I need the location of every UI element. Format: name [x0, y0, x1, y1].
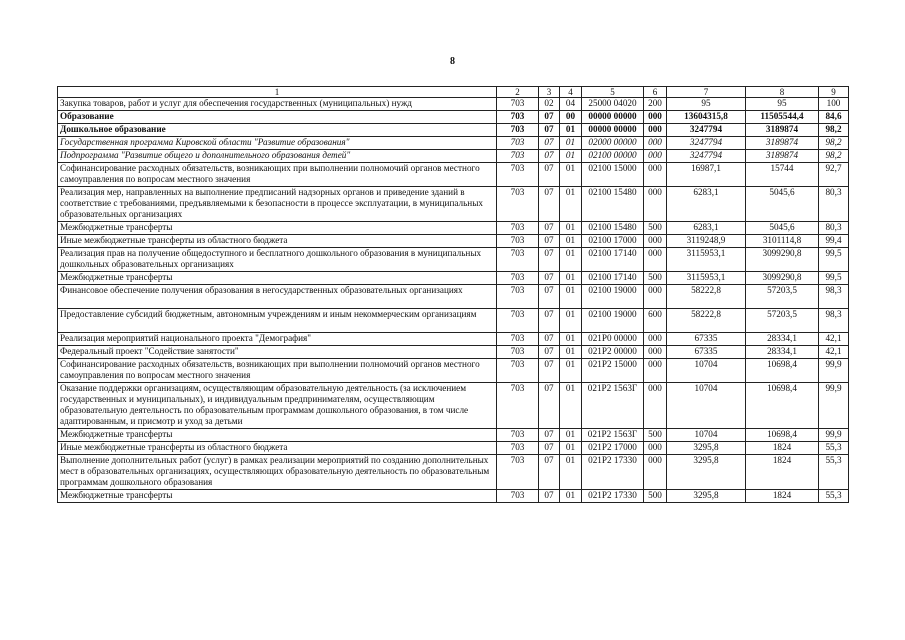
cell-col-9: 55,3 — [819, 455, 849, 490]
cell-col-3: 07 — [539, 137, 560, 150]
cell-col-8: 10698,4 — [746, 359, 819, 383]
cell-col-3: 07 — [539, 442, 560, 455]
cell-col-4: 01 — [560, 442, 582, 455]
cell-col-3: 07 — [539, 150, 560, 163]
cell-col-4: 01 — [560, 309, 582, 333]
cell-col-6: 000 — [644, 455, 667, 490]
cell-col-7: 58222,8 — [667, 309, 746, 333]
cell-col-5: 02000 00000 — [582, 137, 644, 150]
cell-col-5: 021P2 17000 — [582, 442, 644, 455]
table-row — [58, 187, 849, 222]
cell-col-2: 703 — [497, 163, 539, 187]
cell-col-4: 01 — [560, 359, 582, 383]
column-number: 2 — [497, 87, 539, 98]
cell-col-9: 55,3 — [819, 490, 849, 503]
cell-col-2: 703 — [497, 150, 539, 163]
cell-col-8: 57203,5 — [746, 285, 819, 309]
cell-col-8: 3099290,8 — [746, 272, 819, 285]
cell-col-4: 04 — [560, 98, 582, 111]
cell-col-9: 99,9 — [819, 359, 849, 383]
row-label: Реализация мероприятий национального проекта "Демография" — [58, 333, 497, 346]
cell-col-3: 07 — [539, 235, 560, 248]
cell-col-7: 58222,8 — [667, 285, 746, 309]
cell-col-8: 5045,6 — [746, 187, 819, 222]
cell-col-9: 99,4 — [819, 235, 849, 248]
column-number: 8 — [746, 87, 819, 98]
cell-col-2: 703 — [497, 98, 539, 111]
cell-col-8: 1824 — [746, 442, 819, 455]
row-label: Финансовое обеспечение получения образования в негосударственных образовательных организациях — [58, 285, 497, 309]
cell-col-7: 10704 — [667, 429, 746, 442]
cell-col-8: 3189874 — [746, 150, 819, 163]
cell-col-3: 07 — [539, 333, 560, 346]
cell-col-4: 01 — [560, 272, 582, 285]
cell-col-6: 000 — [644, 359, 667, 383]
cell-col-6: 000 — [644, 137, 667, 150]
table-row — [58, 150, 849, 163]
cell-col-9: 98,3 — [819, 285, 849, 309]
cell-col-5: 021P2 1563Г — [582, 383, 644, 429]
cell-col-6: 000 — [644, 248, 667, 272]
column-number-row — [58, 87, 849, 98]
table-row — [58, 137, 849, 150]
table-row — [58, 222, 849, 235]
cell-col-8: 3099290,8 — [746, 248, 819, 272]
cell-col-4: 01 — [560, 235, 582, 248]
cell-col-7: 3119248,9 — [667, 235, 746, 248]
row-label: Оказание поддержки организациям, осуществляющим образовательную деятельность (за исключением государственных и муниципальных), и индивидуальным предпринимателям, осуществляющим образовательную деятельность по образовательным программам дошкольного образования, в том числе адаптированным, и присмотр и уход за детьми — [58, 383, 497, 429]
column-number: 5 — [582, 87, 644, 98]
cell-col-9: 99,9 — [819, 429, 849, 442]
cell-col-8: 28334,1 — [746, 346, 819, 359]
cell-col-6: 000 — [644, 442, 667, 455]
cell-col-8: 28334,1 — [746, 333, 819, 346]
cell-col-4: 01 — [560, 248, 582, 272]
cell-col-2: 703 — [497, 222, 539, 235]
cell-col-7: 10704 — [667, 359, 746, 383]
cell-col-7: 3295,8 — [667, 442, 746, 455]
cell-col-2: 703 — [497, 285, 539, 309]
row-label: Иные межбюджетные трансферты из областного бюджета — [58, 442, 497, 455]
cell-col-5: 021P2 1563Г — [582, 429, 644, 442]
cell-col-7: 3247794 — [667, 124, 746, 137]
cell-col-5: 25000 04020 — [582, 98, 644, 111]
cell-col-9: 99,5 — [819, 272, 849, 285]
cell-col-4: 01 — [560, 490, 582, 503]
cell-col-8: 3101114,8 — [746, 235, 819, 248]
cell-col-7: 10704 — [667, 383, 746, 429]
cell-col-5: 021P2 17330 — [582, 455, 644, 490]
table-row — [58, 333, 849, 346]
cell-col-2: 703 — [497, 248, 539, 272]
cell-col-5: 02100 00000 — [582, 150, 644, 163]
row-label: Межбюджетные трансферты — [58, 490, 497, 503]
row-label: Иные межбюджетные трансферты из областного бюджета — [58, 235, 497, 248]
cell-col-4: 01 — [560, 455, 582, 490]
column-number: 4 — [560, 87, 582, 98]
cell-col-7: 16987,1 — [667, 163, 746, 187]
table-row — [58, 359, 849, 383]
cell-col-2: 703 — [497, 490, 539, 503]
cell-col-2: 703 — [497, 137, 539, 150]
row-label: Выполнение дополнительных работ (услуг) в рамках реализации мероприятий по созданию дополнительных мест в образовательных организациях, осуществляющих образовательную деятельность по образовательным программам дошкольного образования — [58, 455, 497, 490]
cell-col-4: 00 — [560, 111, 582, 124]
cell-col-6: 000 — [644, 285, 667, 309]
table-row — [58, 442, 849, 455]
cell-col-3: 07 — [539, 248, 560, 272]
table-row — [58, 111, 849, 124]
cell-col-5: 02100 19000 — [582, 285, 644, 309]
row-label: Образование — [58, 111, 497, 124]
cell-col-7: 3295,8 — [667, 455, 746, 490]
cell-col-8: 5045,6 — [746, 222, 819, 235]
cell-col-2: 703 — [497, 359, 539, 383]
cell-col-5: 021P0 00000 — [582, 333, 644, 346]
row-label: Дошкольное образование — [58, 124, 497, 137]
table-row — [58, 98, 849, 111]
row-label: Предоставление субсидий бюджетным, автономным учреждениям и иным некоммерческим организациям — [58, 309, 497, 333]
cell-col-2: 703 — [497, 333, 539, 346]
cell-col-5: 021P2 17330 — [582, 490, 644, 503]
cell-col-8: 3189874 — [746, 124, 819, 137]
cell-col-6: 600 — [644, 309, 667, 333]
cell-col-6: 500 — [644, 490, 667, 503]
column-number: 6 — [644, 87, 667, 98]
cell-col-8: 15744 — [746, 163, 819, 187]
cell-col-7: 3295,8 — [667, 490, 746, 503]
cell-col-5: 02100 17140 — [582, 248, 644, 272]
page-number: 8 — [450, 56, 455, 67]
cell-col-6: 000 — [644, 187, 667, 222]
table-row — [58, 163, 849, 187]
cell-col-7: 67335 — [667, 346, 746, 359]
cell-col-8: 95 — [746, 98, 819, 111]
cell-col-6: 000 — [644, 235, 667, 248]
cell-col-8: 11505544,4 — [746, 111, 819, 124]
table-row — [58, 285, 849, 309]
cell-col-5: 02100 17140 — [582, 272, 644, 285]
cell-col-4: 01 — [560, 383, 582, 429]
cell-col-5: 021P2 15000 — [582, 359, 644, 383]
cell-col-9: 99,9 — [819, 383, 849, 429]
cell-col-3: 07 — [539, 455, 560, 490]
cell-col-3: 02 — [539, 98, 560, 111]
cell-col-4: 01 — [560, 187, 582, 222]
cell-col-6: 000 — [644, 333, 667, 346]
cell-col-9: 98,2 — [819, 137, 849, 150]
row-label: Межбюджетные трансферты — [58, 222, 497, 235]
table-row — [58, 383, 849, 429]
cell-col-5: 00000 00000 — [582, 124, 644, 137]
row-label: Закупка товаров, работ и услуг для обеспечения государственных (муниципальных) нужд — [58, 98, 497, 111]
cell-col-3: 07 — [539, 124, 560, 137]
cell-col-9: 100 — [819, 98, 849, 111]
cell-col-7: 3247794 — [667, 137, 746, 150]
cell-col-2: 703 — [497, 124, 539, 137]
cell-col-7: 3115953,1 — [667, 248, 746, 272]
table-row — [58, 248, 849, 272]
cell-col-2: 703 — [497, 272, 539, 285]
cell-col-7: 3115953,1 — [667, 272, 746, 285]
cell-col-8: 3189874 — [746, 137, 819, 150]
cell-col-4: 01 — [560, 222, 582, 235]
cell-col-5: 02100 15000 — [582, 163, 644, 187]
row-label: Межбюджетные трансферты — [58, 429, 497, 442]
cell-col-9: 42,1 — [819, 333, 849, 346]
column-number: 3 — [539, 87, 560, 98]
cell-col-9: 98,2 — [819, 150, 849, 163]
cell-col-3: 07 — [539, 346, 560, 359]
cell-col-2: 703 — [497, 187, 539, 222]
budget-table — [57, 86, 849, 503]
cell-col-2: 703 — [497, 455, 539, 490]
row-label: Софинансирование расходных обязательств, возникающих при выполнении полномочий органов местного самоуправления по вопросам местного значения — [58, 163, 497, 187]
cell-col-3: 07 — [539, 111, 560, 124]
cell-col-6: 200 — [644, 98, 667, 111]
cell-col-5: 00000 00000 — [582, 111, 644, 124]
cell-col-6: 000 — [644, 150, 667, 163]
cell-col-2: 703 — [497, 309, 539, 333]
cell-col-9: 98,3 — [819, 309, 849, 333]
row-label: Реализация прав на получение общедоступного и бесплатного дошкольного образования в муниципальных дошкольных образовательных организациях — [58, 248, 497, 272]
table-row — [58, 124, 849, 137]
cell-col-8: 1824 — [746, 455, 819, 490]
cell-col-3: 07 — [539, 272, 560, 285]
cell-col-4: 01 — [560, 137, 582, 150]
column-number: 9 — [819, 87, 849, 98]
cell-col-9: 80,3 — [819, 222, 849, 235]
table-row — [58, 490, 849, 503]
cell-col-5: 021P2 00000 — [582, 346, 644, 359]
table-row — [58, 455, 849, 490]
table-row — [58, 429, 849, 442]
cell-col-6: 000 — [644, 383, 667, 429]
cell-col-6: 000 — [644, 124, 667, 137]
cell-col-2: 703 — [497, 235, 539, 248]
cell-col-3: 07 — [539, 309, 560, 333]
cell-col-6: 000 — [644, 346, 667, 359]
cell-col-5: 02100 15480 — [582, 222, 644, 235]
cell-col-4: 01 — [560, 429, 582, 442]
row-label: Софинансирование расходных обязательств, возникающих при выполнении полномочий органов местного самоуправления по вопросам местного значения — [58, 359, 497, 383]
cell-col-7: 6283,1 — [667, 187, 746, 222]
cell-col-7: 3247794 — [667, 150, 746, 163]
cell-col-9: 42,1 — [819, 346, 849, 359]
cell-col-9: 55,3 — [819, 442, 849, 455]
cell-col-6: 500 — [644, 222, 667, 235]
table-row — [58, 309, 849, 333]
cell-col-3: 07 — [539, 429, 560, 442]
row-label: Государственная программа Кировской области "Развитие образования" — [58, 137, 497, 150]
cell-col-5: 02100 19000 — [582, 309, 644, 333]
cell-col-2: 703 — [497, 442, 539, 455]
cell-col-9: 98,2 — [819, 124, 849, 137]
cell-col-3: 07 — [539, 222, 560, 235]
row-label: Федеральный проект "Содействие занятости" — [58, 346, 497, 359]
cell-col-4: 01 — [560, 346, 582, 359]
cell-col-2: 703 — [497, 346, 539, 359]
row-label: Реализация мер, направленных на выполнение предписаний надзорных органов и приведение зданий в соответствие с требованиями, предъявляемыми к безопасности в процессе эксплуатации, в муниципальных образовательных организациях — [58, 187, 497, 222]
cell-col-6: 500 — [644, 429, 667, 442]
cell-col-9: 99,5 — [819, 248, 849, 272]
cell-col-6: 000 — [644, 163, 667, 187]
cell-col-7: 13604315,8 — [667, 111, 746, 124]
cell-col-4: 01 — [560, 150, 582, 163]
cell-col-7: 95 — [667, 98, 746, 111]
column-number: 1 — [58, 87, 497, 98]
cell-col-7: 67335 — [667, 333, 746, 346]
cell-col-9: 84,6 — [819, 111, 849, 124]
cell-col-2: 703 — [497, 383, 539, 429]
cell-col-5: 02100 15480 — [582, 187, 644, 222]
cell-col-3: 07 — [539, 383, 560, 429]
row-label: Подпрограмма "Развитие общего и дополнительного образования детей" — [58, 150, 497, 163]
cell-col-3: 07 — [539, 285, 560, 309]
cell-col-8: 10698,4 — [746, 429, 819, 442]
cell-col-7: 6283,1 — [667, 222, 746, 235]
cell-col-3: 07 — [539, 490, 560, 503]
cell-col-3: 07 — [539, 187, 560, 222]
cell-col-6: 000 — [644, 111, 667, 124]
cell-col-4: 01 — [560, 285, 582, 309]
cell-col-3: 07 — [539, 163, 560, 187]
cell-col-6: 500 — [644, 272, 667, 285]
cell-col-4: 01 — [560, 333, 582, 346]
row-label: Межбюджетные трансферты — [58, 272, 497, 285]
cell-col-9: 92,7 — [819, 163, 849, 187]
cell-col-2: 703 — [497, 429, 539, 442]
cell-col-8: 1824 — [746, 490, 819, 503]
cell-col-8: 57203,5 — [746, 309, 819, 333]
cell-col-8: 10698,4 — [746, 383, 819, 429]
cell-col-9: 80,3 — [819, 187, 849, 222]
column-number: 7 — [667, 87, 746, 98]
cell-col-5: 02100 17000 — [582, 235, 644, 248]
cell-col-4: 01 — [560, 124, 582, 137]
table-row — [58, 272, 849, 285]
table-row — [58, 235, 849, 248]
cell-col-2: 703 — [497, 111, 539, 124]
cell-col-3: 07 — [539, 359, 560, 383]
cell-col-4: 01 — [560, 163, 582, 187]
table-row — [58, 346, 849, 359]
